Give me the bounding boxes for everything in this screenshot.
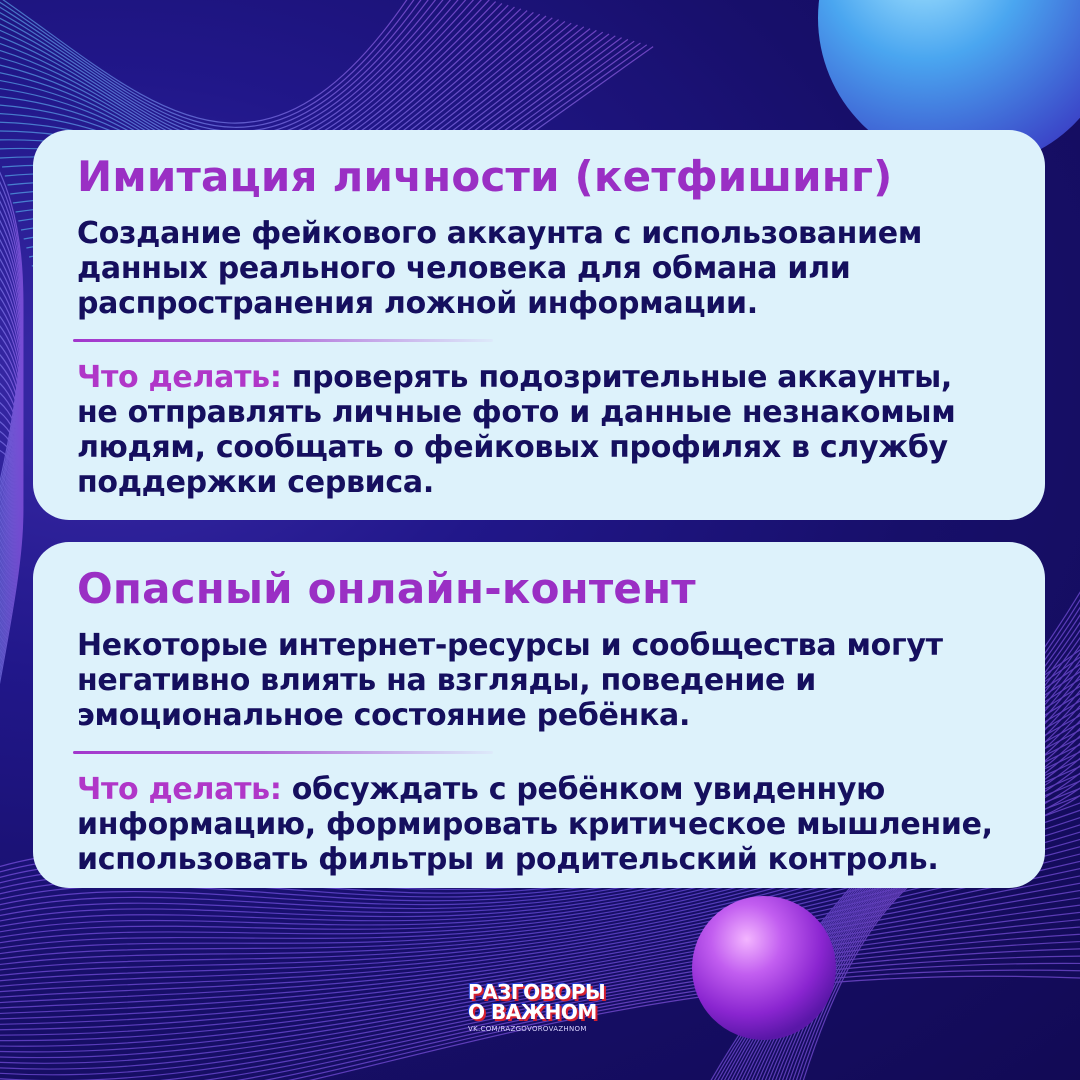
logo-url: VK.COM/RAZGOVOROVAZHNOM bbox=[468, 1025, 587, 1033]
logo-line-1: РАЗГОВОРЫ bbox=[468, 980, 606, 1004]
advice-label: Что делать: bbox=[77, 772, 282, 807]
card-description: Некоторые интернет-ресурсы и сообщества могут негативно влиять на взгляды, поведение и эмоциональное состояние ребёнка. bbox=[77, 628, 943, 733]
card-advice bbox=[77, 772, 1001, 877]
brand-logo bbox=[468, 982, 628, 1033]
info-card-dangerous-content bbox=[33, 542, 1045, 888]
decorative-sphere-bottom bbox=[692, 896, 836, 1040]
card-advice bbox=[77, 360, 1001, 500]
card-title: Имитация личности (кетфишинг) bbox=[77, 152, 893, 201]
divider bbox=[73, 339, 493, 342]
divider bbox=[73, 751, 493, 754]
wave-line bbox=[0, 0, 420, 123]
card-description: Создание фейкового аккаунта с использованием данных реального человека для обмана или распространения ложной информации. bbox=[77, 216, 923, 321]
card-title: Опасный онлайн-контент bbox=[77, 564, 696, 613]
logo-line-2: О ВАЖНОМ bbox=[468, 1000, 597, 1024]
advice-text: обсуждать с ребёнком увиденную информацию, формировать критическое мышление, использовать фильтры и родительский контроль. bbox=[77, 772, 993, 877]
advice-label: Что делать: bbox=[77, 360, 282, 395]
info-card-catfishing bbox=[33, 130, 1045, 520]
advice-text: проверять подозрительные аккаунты, не отправлять личные фото и данные незнакомым людям, сообщать о фейковых профилях в службу поддержки сервиса. bbox=[77, 360, 956, 500]
wave-line bbox=[0, 0, 433, 132]
